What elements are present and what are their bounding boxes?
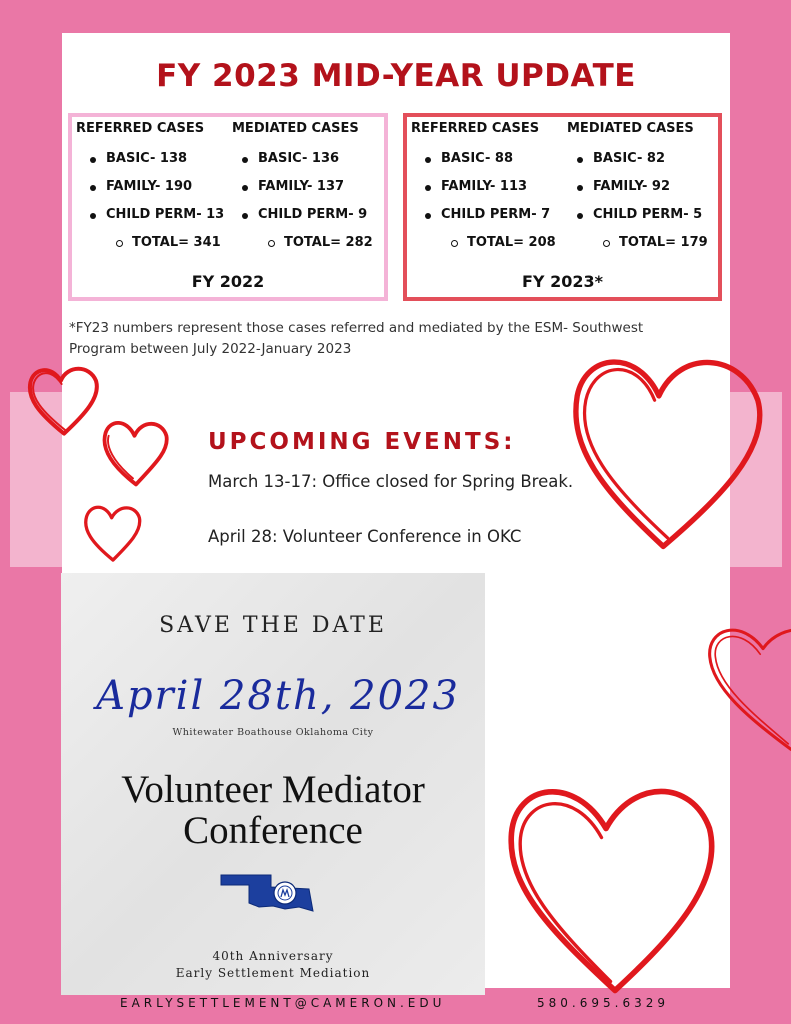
bullet-icon <box>425 157 431 163</box>
event-venue: Whitewater Boathouse Oklahoma City <box>172 727 374 738</box>
bullet-icon <box>90 213 96 219</box>
fy2023-referred-column <box>411 121 556 250</box>
heart-outline-icon <box>24 360 104 440</box>
list-item: FAMILY- 137 <box>258 179 344 194</box>
list-item: BASIC- 82 <box>593 151 665 166</box>
events-heading: UPCOMING EVENTS: <box>208 429 516 455</box>
list-item: FAMILY- 190 <box>106 179 192 194</box>
bullet-icon <box>90 157 96 163</box>
fy2022-mediated-column <box>232 121 373 250</box>
ring-bullet-icon <box>268 240 275 247</box>
page-title: FY 2023 MID-YEAR UPDATE <box>156 58 636 94</box>
list-item: FAMILY- 92 <box>593 179 670 194</box>
column-header: REFERRED CASES <box>76 121 205 136</box>
bullet-icon <box>425 213 431 219</box>
bullet-icon <box>577 213 583 219</box>
list-item-total: TOTAL= 208 <box>467 235 556 250</box>
footnote-line: *FY23 numbers represent those cases referred and mediated by the ESM- Southwest <box>69 320 644 336</box>
bullet-icon <box>577 157 583 163</box>
list-item: CHILD PERM- 9 <box>258 207 367 222</box>
column-header: MEDIATED CASES <box>567 121 694 136</box>
list-item: CHILD PERM- 5 <box>593 207 702 222</box>
fy2023-mediated-column <box>567 121 708 250</box>
save-the-date-heading: SAVE THE DATE <box>159 613 387 638</box>
fy2022-referred-column <box>76 121 225 250</box>
list-item-total: TOTAL= 341 <box>132 235 221 250</box>
contact-email[interactable]: EARLYSETTLEMENT@CAMERON.EDU <box>120 996 446 1010</box>
list-item-total: TOTAL= 282 <box>284 235 373 250</box>
bullet-icon <box>242 213 248 219</box>
fy2023-label: FY 2023* <box>522 272 603 291</box>
event-date: April 28th, 2023 <box>96 673 460 719</box>
bullet-icon <box>242 185 248 191</box>
oklahoma-state-icon <box>219 873 315 913</box>
fy2022-box <box>68 113 388 301</box>
heart-outline-icon <box>98 410 174 492</box>
list-item: FAMILY- 113 <box>441 179 527 194</box>
list-item: BASIC- 136 <box>258 151 339 166</box>
save-the-date-flyer <box>61 573 485 995</box>
ring-bullet-icon <box>116 240 123 247</box>
fy2023-box <box>403 113 722 301</box>
list-item-total: TOTAL= 179 <box>619 235 708 250</box>
list-item: CHILD PERM- 13 <box>106 207 224 222</box>
heart-outline-icon <box>560 340 775 555</box>
footnote-line: Program between July 2022-January 2023 <box>69 341 352 357</box>
event-item: March 13-17: Office closed for Spring Break. <box>208 472 574 491</box>
column-header: REFERRED CASES <box>411 121 540 136</box>
bullet-icon <box>425 185 431 191</box>
column-header: MEDIATED CASES <box>232 121 359 136</box>
heart-outline-icon <box>80 494 146 568</box>
conference-title: Volunteer Mediator Conference <box>121 768 425 852</box>
anniversary-text: 40th Anniversary Early Settlement Mediation <box>175 949 371 980</box>
fy2022-label: FY 2022 <box>191 272 265 291</box>
contact-phone[interactable]: 580.695.6329 <box>537 996 669 1010</box>
ring-bullet-icon <box>603 240 610 247</box>
bullet-icon <box>90 185 96 191</box>
bullet-icon <box>577 185 583 191</box>
list-item: CHILD PERM- 7 <box>441 207 550 222</box>
list-item: BASIC- 88 <box>441 151 513 166</box>
list-item: BASIC- 138 <box>106 151 187 166</box>
ring-bullet-icon <box>451 240 458 247</box>
bullet-icon <box>242 157 248 163</box>
event-item: April 28: Volunteer Conference in OKC <box>208 527 522 546</box>
heart-outline-icon <box>498 770 723 995</box>
